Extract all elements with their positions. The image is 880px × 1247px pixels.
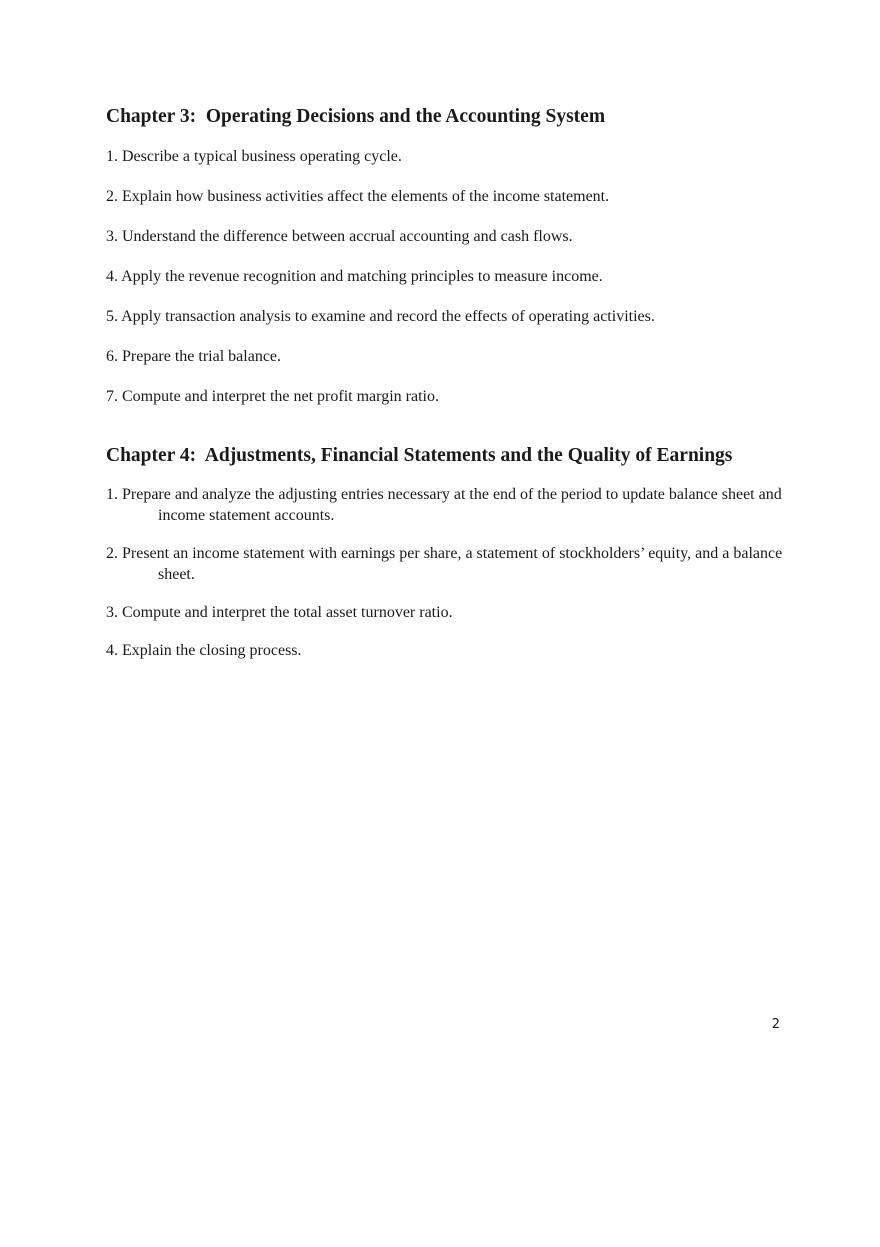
page-number: 2 (771, 1017, 780, 1032)
chapter-3-section (106, 104, 806, 407)
objective-item: 2. Explain how business activities affect the elements of the income statement. (106, 188, 610, 205)
objective-item: 4. Apply the revenue recognition and matching principles to measure income. (106, 268, 603, 285)
objective-item: 6. Prepare the trial balance. (106, 348, 282, 365)
objective-item: 5. Apply transaction analysis to examine and record the effects of operating activities. (106, 308, 655, 325)
objective-item: 4. Explain the closing process. (106, 642, 302, 659)
objective-item: 1. Prepare and analyze the adjusting entries necessary at the end of the period to update balance sheet and income statement accounts. (106, 486, 782, 524)
chapter-3-objectives (106, 146, 806, 407)
objective-item: 2. Present an income statement with earnings per share, a statement of stockholders’ equity, and a balance sheet. (106, 545, 783, 583)
objective-item: 3. Understand the difference between accrual accounting and cash flows. (106, 228, 573, 245)
objective-item: 7. Compute and interpret the net profit margin ratio. (106, 388, 439, 405)
objective-item: 3. Compute and interpret the total asset turnover ratio. (106, 604, 453, 621)
chapter-4-objectives (106, 484, 806, 661)
chapter-4-title: Chapter 4: Adjustments, Financial Statements and the Quality of Earnings (106, 445, 733, 466)
objective-item: 1. Describe a typical business operating cycle. (106, 148, 402, 165)
chapter-4-section (106, 443, 806, 661)
chapter-3-title: Chapter 3: Operating Decisions and the Accounting System (106, 106, 606, 127)
